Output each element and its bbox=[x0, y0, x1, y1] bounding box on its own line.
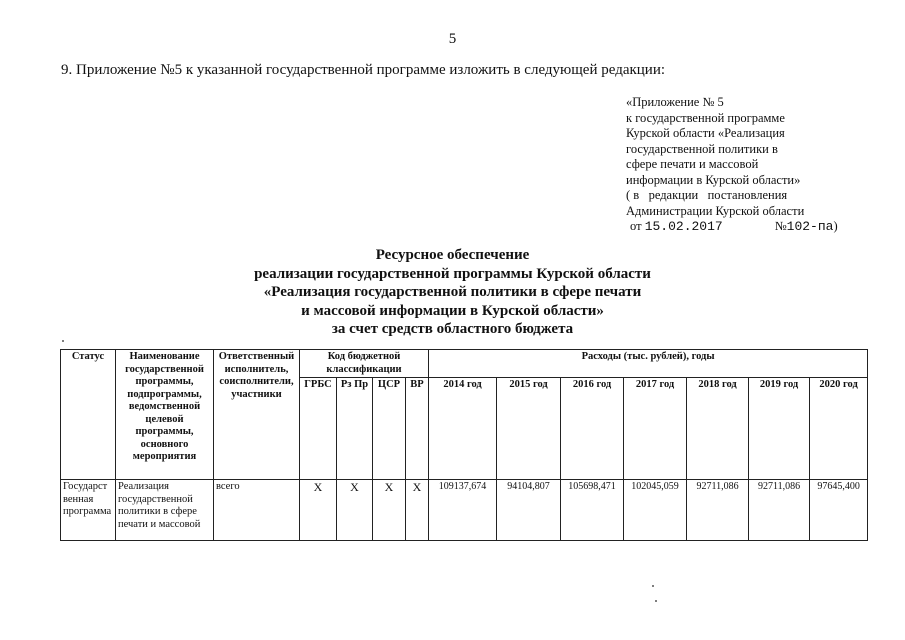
cell-csr: Х bbox=[373, 480, 406, 541]
number-prefix: № bbox=[774, 219, 787, 233]
header-year-2018: 2018 год bbox=[687, 378, 749, 480]
header-responsible: Ответственный исполнитель, соисполнители, участники bbox=[214, 350, 300, 480]
page-number: 5 bbox=[448, 31, 457, 47]
cell-2017: 102045,059 bbox=[624, 480, 687, 541]
cell-vr: Х bbox=[406, 480, 429, 541]
header-year-2016: 2016 год bbox=[561, 378, 624, 480]
item-text: 9. Приложение №5 к указанной государственной программе изложить в следующей редакции: bbox=[61, 62, 666, 78]
resolution-number: 102-па bbox=[786, 219, 834, 234]
header-year-2020: 2020 год bbox=[810, 378, 868, 480]
header-year-2019: 2019 год bbox=[749, 378, 810, 480]
title-line: за счет средств областного бюджета bbox=[331, 321, 574, 337]
appendix-line: информации в Курской области» bbox=[626, 172, 801, 187]
appendix-line: Курской области «Реализация bbox=[626, 126, 785, 140]
scan-speck bbox=[62, 340, 64, 342]
appendix-line: «Приложение № 5 bbox=[626, 95, 724, 109]
document-title bbox=[0, 246, 905, 339]
cell-2014: 109137,674 bbox=[429, 480, 497, 541]
date-prefix: от bbox=[630, 219, 645, 233]
title-line: Ресурсное обеспечение bbox=[375, 247, 530, 263]
cell-status: Государст венная программа bbox=[61, 480, 116, 541]
cell-2018: 92711,086 bbox=[687, 480, 749, 541]
appendix-line: сфере печати и массовой bbox=[626, 157, 759, 171]
header-status: Статус bbox=[61, 350, 116, 480]
appendix-line: к государственной программе bbox=[626, 110, 785, 125]
scan-speck bbox=[652, 585, 654, 587]
title-line: «Реализация государственной политики в сфере печати bbox=[263, 284, 642, 300]
resolution-date: 15.02.2017 bbox=[644, 219, 723, 234]
cell-2016: 105698,471 bbox=[561, 480, 624, 541]
header-year-2014: 2014 год bbox=[429, 378, 497, 480]
closing-paren: ) bbox=[833, 219, 838, 233]
cell-name: Реализация государственной политики в сфере печати и массовой bbox=[116, 480, 214, 541]
appendix-line: государственной политики в bbox=[626, 141, 778, 156]
cell-2019: 92711,086 bbox=[749, 480, 810, 541]
resource-table bbox=[60, 349, 868, 541]
header-year-2015: 2015 год bbox=[497, 378, 561, 480]
title-line: и массовой информации в Курской области» bbox=[301, 302, 604, 319]
header-budget-code: Код бюджетной классификации bbox=[300, 350, 429, 378]
appendix-date-line bbox=[626, 219, 838, 235]
cell-responsible: всего bbox=[214, 480, 300, 541]
header-expenses: Расходы (тыс. рублей), годы bbox=[429, 350, 868, 378]
header-year-2017: 2017 год bbox=[624, 378, 687, 480]
header-rzpr: Рз Пр bbox=[337, 378, 373, 480]
appendix-line: Администрации Курской области bbox=[626, 203, 805, 218]
header-csr: ЦСР bbox=[373, 378, 406, 480]
table-row bbox=[61, 480, 868, 541]
appendix-note bbox=[626, 95, 838, 235]
header-name: Наименование государственной программы, подпрограммы, ведомственной целевой программы, основного мероприятия bbox=[116, 350, 214, 480]
cell-grbs: Х bbox=[300, 480, 337, 541]
header-grbs: ГРБС bbox=[300, 378, 337, 480]
title-line: реализации государственной программы Курской области bbox=[254, 265, 651, 282]
cell-2020: 97645,400 bbox=[810, 480, 868, 541]
cell-rzpr: Х bbox=[337, 480, 373, 541]
header-vr: ВР bbox=[406, 378, 429, 480]
scan-speck bbox=[655, 600, 657, 602]
cell-2015: 94104,807 bbox=[497, 480, 561, 541]
appendix-line: ( в редакции постановления bbox=[626, 188, 788, 202]
